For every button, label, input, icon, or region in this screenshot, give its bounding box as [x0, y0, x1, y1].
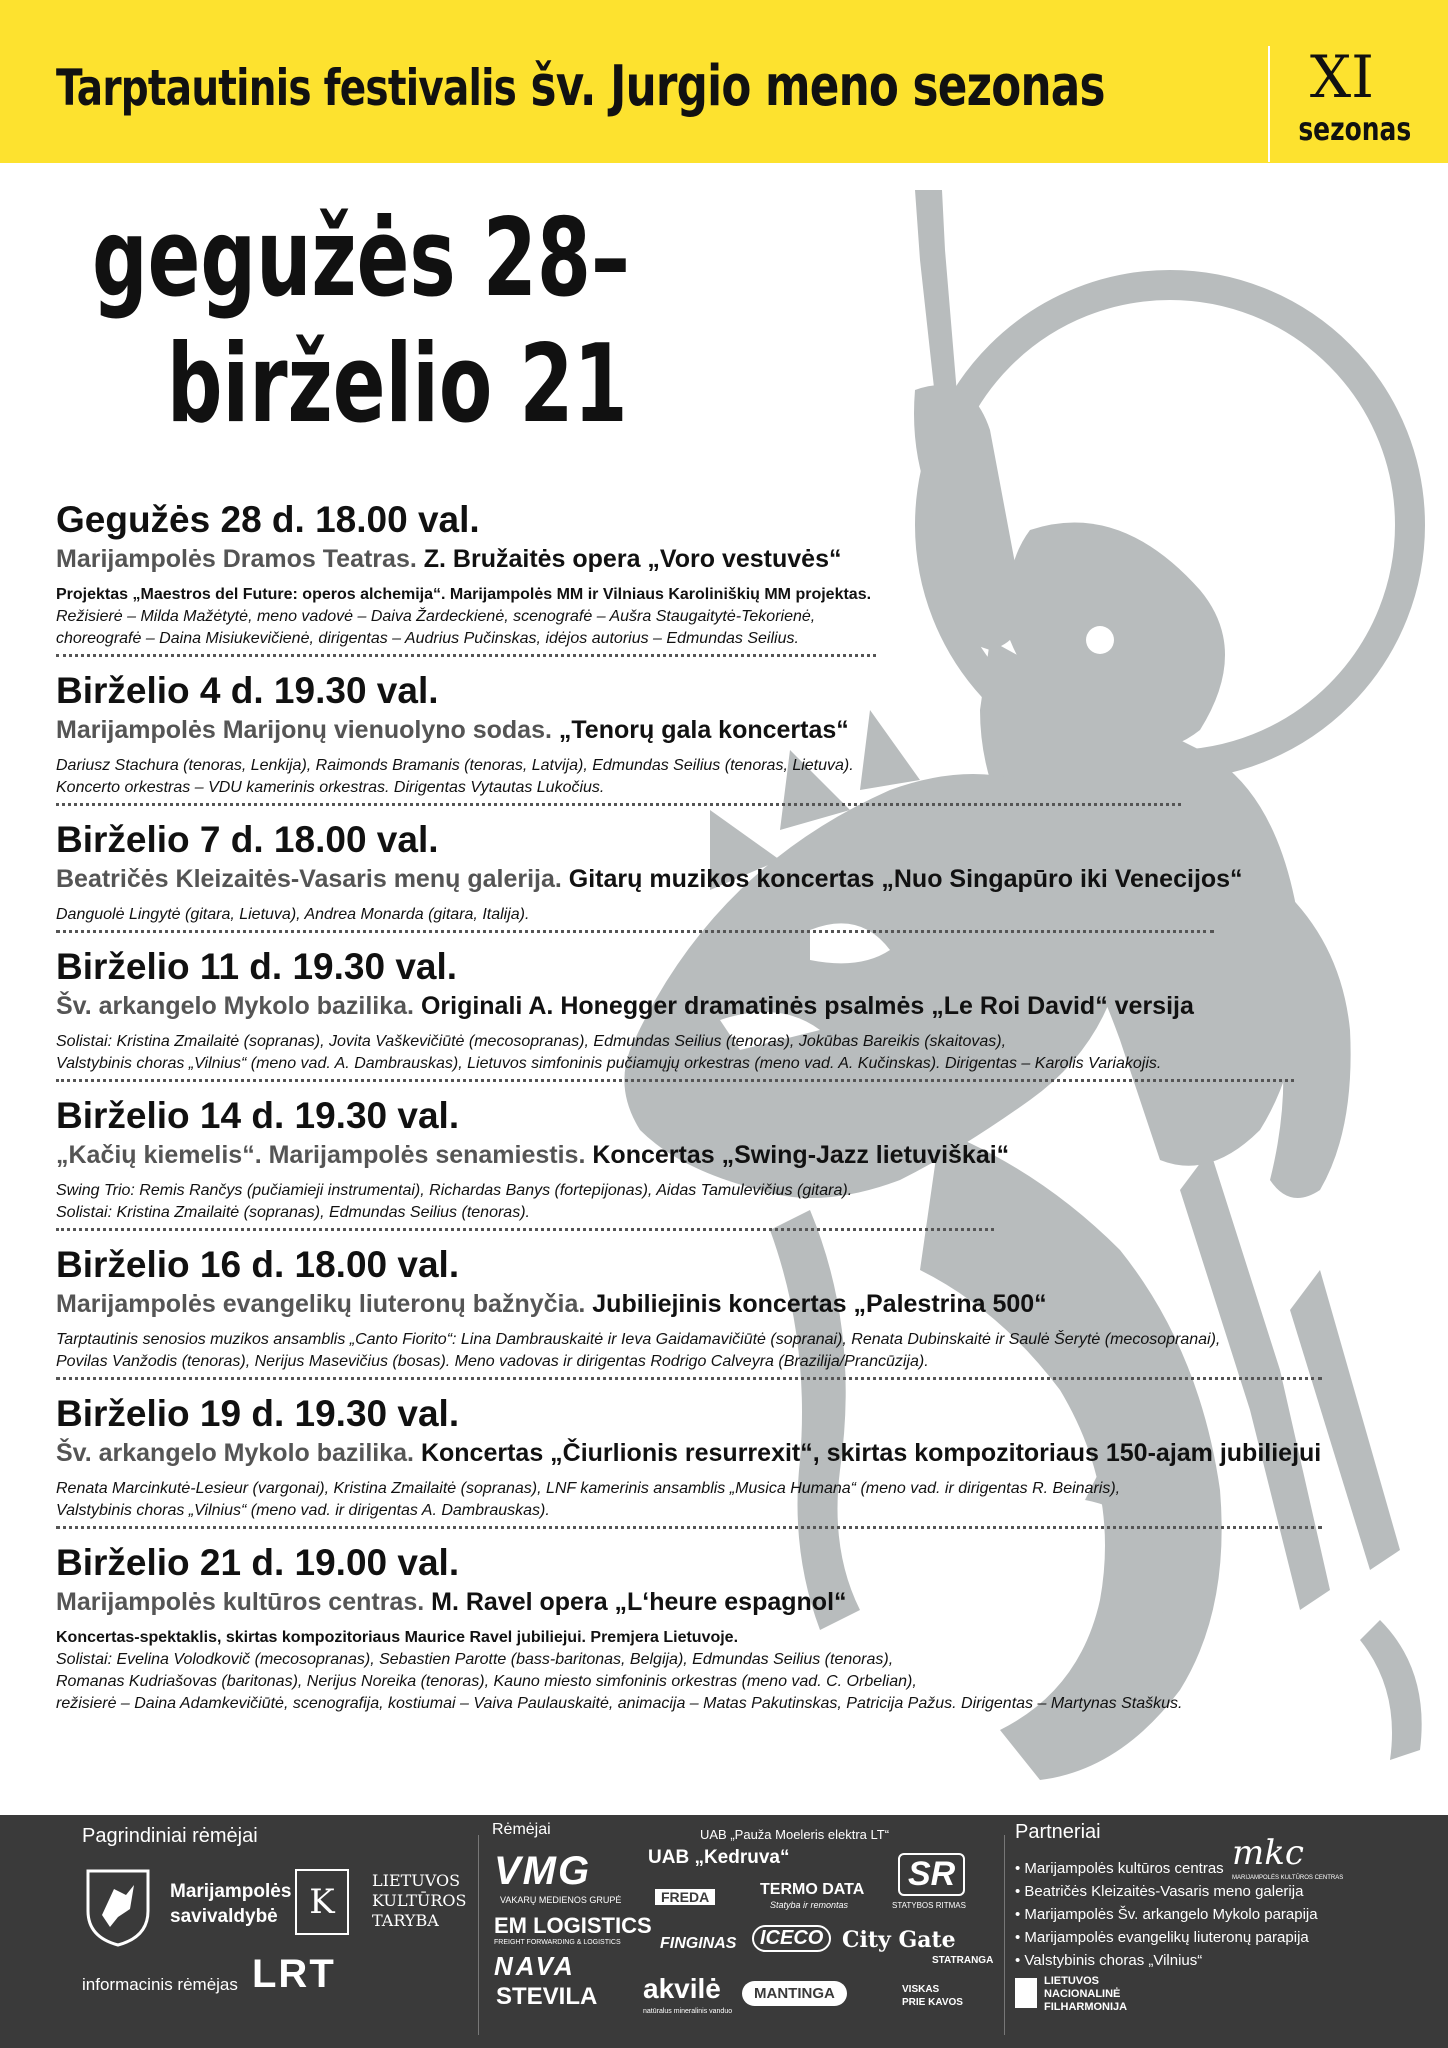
event-date: Birželio 19 d. 19.30 val. — [56, 1393, 460, 1434]
council-logo-text: LIETUVOS KULTŪROS TARYBA — [372, 1871, 467, 1930]
event-desc-line: Danguolė Lingytė (gitara, Lietuva), Andrea Monarda (gitara, Italija). — [56, 906, 530, 923]
event-item — [56, 945, 1396, 1082]
event-work: Jubiliejinis koncertas „Palestrina 500“ — [592, 1290, 1047, 1318]
kedruva-logo: UAB „Kedruva“ — [648, 1847, 790, 1868]
footer-divider — [478, 1835, 479, 2035]
event-venue: Šv. arkangelo Mykolo bazilika. — [56, 1439, 414, 1467]
municipality-crest-icon — [82, 1865, 154, 1949]
main-sponsors-label: Pagrindiniai rėmėjai — [82, 1825, 258, 1847]
event-desc-line: Tarptautinis senosios muzikos ansamblis „Canto Fiorito“: Lina Dambrauskaitė ir Ieva Gaidamavičiūtė (sopranai), Renata Dubinskaitė ir Saulė Šerytė (mecosopranai), — [56, 1331, 1221, 1348]
event-venue: Marijampolės Marijonų vienuolyno sodas. — [56, 716, 552, 744]
event-desc-line: Valstybinis choras „Vilnius“ (meno vad. ir dirigentas A. Dambrauskas). — [56, 1502, 550, 1519]
event-title — [56, 1138, 1396, 1172]
akvile-logo: akvilė — [643, 1973, 721, 2004]
festival-date-range — [92, 196, 630, 448]
date-range-start: gegužės 28– — [92, 196, 630, 321]
event-item — [56, 498, 1396, 657]
event-date: Gegužės 28 d. 18.00 val. — [56, 499, 480, 540]
event-work: Koncertas „Swing-Jazz lietuviškai“ — [592, 1141, 1010, 1169]
municipality-logo: Marijampolės savivaldybė — [170, 1881, 292, 1927]
event-item — [56, 669, 1396, 806]
event-date: Birželio 14 d. 19.30 val. — [56, 1095, 460, 1136]
event-desc-line: Solistai: Evelina Volodkovič (mecosopranas), Sebastien Parotte (bass-baritonas, Belgija), Edmundas Seilius (tenoras), — [56, 1651, 894, 1668]
event-title — [56, 713, 1396, 747]
season-divider — [1268, 46, 1270, 162]
event-separator — [56, 1228, 994, 1231]
event-desc-line: Režisierė – Milda Mažėtytė, meno vadovė – Daiva Žardeckienė, scenografė – Aušra Staugaitytė-Tekorienė, — [56, 608, 816, 625]
event-item — [56, 1243, 1396, 1380]
sponsors-label: Rėmėjai — [492, 1821, 551, 1838]
event-item — [56, 1094, 1396, 1231]
event-separator — [56, 930, 1214, 933]
event-date: Birželio 4 d. 19.30 val. — [56, 670, 439, 711]
season-label: sezonas — [1298, 110, 1412, 148]
event-separator — [56, 1526, 1322, 1529]
pauza-logo: UAB „Pauža Moeleris elektra LT“ — [700, 1827, 890, 1842]
event-title — [56, 542, 1396, 576]
event-desc-line: Romanas Kudriašovas (baritonas), Nerijus Noreika (tenoras), Kauno miesto simfoninis orkestras (meno vad. C. Orbelian), — [56, 1673, 917, 1690]
event-work: M. Ravel opera „L‘heure espagnol“ — [431, 1588, 847, 1616]
statranga-logo: STATRANGA — [932, 1955, 994, 1966]
partner-item: • Marijampolės kultūros centras — [1015, 1860, 1224, 1877]
lrt-logo: LRT — [252, 1952, 336, 1996]
event-description — [56, 755, 1396, 799]
event-separator — [56, 1377, 1322, 1380]
akvile-tagline: natūralus mineralinis vanduo — [643, 2008, 733, 2015]
festival-title-part1: Tarptautinis festivalis — [56, 59, 517, 117]
mkc-tagline: MARIJAMPOLĖS KULTŪROS CENTRAS — [1232, 1875, 1344, 1881]
finginas-logo: FINGINAS — [660, 1935, 737, 1952]
iceco-logo: ICECO — [752, 1925, 831, 1952]
event-description — [56, 1180, 1396, 1224]
season-number: XI — [1309, 43, 1375, 111]
event-desc-line: Dariusz Stachura (tenoras, Lenkija), Raimonds Bramanis (tenoras, Latvija), Edmundas Seilius (tenoras, Lietuva). — [56, 757, 854, 774]
event-desc-line: Koncerto orkestras – VDU kamerinis orkestras. Dirigentas Vytautas Lukočius. — [56, 779, 605, 796]
event-desc-line: Povilas Vanžodis (tenoras), Nerijus Masevičius (bosas). Meno vadovas ir dirigentas Rodrigo Calveyra (Brazilija/Prancūzija). — [56, 1353, 929, 1370]
event-title — [56, 989, 1396, 1023]
event-work: Gitarų muzikos koncertas „Nuo Singapūro iki Venecijos“ — [568, 865, 1243, 893]
lnf-logo-icon — [1015, 1978, 1037, 2008]
event-desc-line: choreografė – Daina Misiukevičienė, dirigentas – Audrius Pučinskas, idėjos autorius – Edmundas Seilius. — [56, 630, 799, 647]
event-description — [56, 1329, 1396, 1373]
event-date: Birželio 16 d. 18.00 val. — [56, 1244, 460, 1285]
event-venue: Beatričės Kleizaitės-Vasaris menų galerija. — [56, 865, 562, 893]
termodata-tagline: Statyba ir remontas — [770, 1900, 849, 1910]
partner-item: • Marijampolės Šv. arkangelo Mykolo parapija — [1015, 1906, 1318, 1923]
event-desc-line: Solistai: Kristina Zmailaitė (sopranas), Jovita Vaškevičiūtė (mecosopranas), Edmundas Seilius (tenoras), Jokūbas Bareikis (skaitovas), — [56, 1033, 1007, 1050]
event-separator — [56, 803, 1181, 806]
em-logistics-tagline: FREIGHT FORWARDING & LOGISTICS — [494, 1939, 621, 1946]
statybos-ritmas-tagline: STATYBOS RITMAS — [892, 1901, 966, 1910]
stevila-logo: STEVILA — [496, 1983, 598, 2010]
event-description — [56, 904, 1396, 926]
event-item — [56, 818, 1396, 933]
vmg-logo: VMG — [494, 1849, 592, 1893]
event-venue: Marijampolės Dramos Teatras. — [56, 545, 417, 573]
event-venue: Šv. arkangelo Mykolo bazilika. — [56, 992, 414, 1020]
termodata-logo: TERMO DATA — [760, 1881, 865, 1898]
event-separator — [56, 1079, 1294, 1082]
partner-item: • Marijampolės evangelikų liuteronų parapija — [1015, 1929, 1309, 1946]
event-description — [56, 1627, 1396, 1715]
event-venue: „Kačių kiemelis“. Marijampolės senamiestis. — [56, 1141, 586, 1169]
em-logistics-logo: EM LOGISTICS — [494, 1913, 652, 1938]
event-work: „Tenorų gala koncertas“ — [558, 716, 849, 744]
event-desc-line: Renata Marcinkutė-Lesieur (vargonai), Kristina Zmailaitė (sopranas), LNF kamerinis ansamblis „Musica Humana“ (meno vad. ir dirigentas R. Beinaris), — [56, 1480, 1121, 1497]
event-separator — [56, 654, 876, 657]
event-description — [56, 1478, 1396, 1522]
event-project: Koncertas-spektaklis, skirtas kompozitoriaus Maurice Ravel jubiliejui. Premjera Lietuvoje. — [56, 1629, 739, 1646]
event-title — [56, 1287, 1396, 1321]
event-item — [56, 1392, 1396, 1529]
sponsors-footer — [0, 1815, 1448, 2048]
mantinga-logo: MANTINGA — [742, 1981, 847, 2006]
event-date: Birželio 11 d. 19.30 val. — [56, 946, 458, 987]
event-description — [56, 1031, 1396, 1075]
viskas-prie-kavos-logo: VISKAS PRIE KAVOS — [902, 1984, 963, 2008]
partners-label: Partneriai — [1015, 1821, 1101, 1843]
partner-item: • Beatričės Kleizaitės-Vasaris meno galerija — [1015, 1883, 1304, 1900]
freda-logo: FREDA — [655, 1889, 715, 1905]
event-title — [56, 1436, 1396, 1470]
info-sponsor-label: informacinis rėmėjas — [82, 1975, 238, 1994]
event-desc-line: Valstybinis choras „Vilnius“ (meno vad. A. Dambrauskas), Lietuvos simfoninis pučiamųjų orkestras (meno vad. A. Kučinskas). Dirigentas – Karolis Variakojis. — [56, 1055, 1162, 1072]
event-project: Projektas „Maestros del Future: operos alchemija“. Marijampolės MM ir Vilniaus Karoliniškių MM projektas. — [56, 586, 872, 603]
header-banner — [0, 0, 1448, 163]
date-range-end: birželio 21 — [166, 322, 628, 447]
event-description — [56, 584, 1396, 650]
event-date: Birželio 21 d. 19.00 val. — [56, 1542, 460, 1583]
lnf-logo: LIETUVOS NACIONALINĖ FILHARMONIJA — [1044, 1975, 1128, 2013]
event-venue: Marijampolės kultūros centras. — [56, 1588, 425, 1616]
event-date: Birželio 7 d. 18.00 val. — [56, 819, 439, 860]
event-work: Z. Bružaitės opera „Voro vestuvės“ — [423, 545, 842, 573]
city-gate-logo: City Gate — [842, 1927, 956, 1953]
event-item — [56, 1541, 1396, 1715]
festival-title — [56, 54, 1105, 119]
event-title — [56, 1585, 1396, 1619]
event-work: Koncertas „Čiurlionis resurrexit“, skirtas kompozitoriaus 150-ajam jubiliejui — [420, 1439, 1322, 1467]
event-title — [56, 862, 1396, 896]
event-work: Originali A. Honegger dramatinės psalmės „Le Roi David“ versija — [420, 992, 1194, 1020]
mkc-logo: mkc — [1232, 1833, 1304, 1873]
partner-item: • Valstybinis choras „Vilnius“ — [1015, 1952, 1203, 1969]
event-desc-line: Solistai: Kristina Zmailaitė (sopranas), Edmundas Seilius (tenoras). — [56, 1204, 530, 1221]
council-logo-box: K — [295, 1869, 349, 1935]
footer-divider — [1004, 1835, 1005, 2035]
event-desc-line: Swing Trio: Remis Rančys (pučiamieji instrumentai), Richardas Banys (fortepijonas), Aidas Tamulevičius (gitara). — [56, 1182, 853, 1199]
event-venue: Marijampolės evangelikų liuteronų bažnyčia. — [56, 1290, 586, 1318]
nava-logo: NAVA — [494, 1951, 576, 1981]
festival-title-part2: šv. Jurgio meno sezonas — [530, 54, 1105, 119]
statybos-ritmas-logo: SR — [898, 1853, 965, 1896]
vmg-tagline: VAKARŲ MEDIENOS GRUPĖ — [500, 1895, 622, 1905]
event-list — [56, 498, 1396, 1715]
event-desc-line: režisierė – Daina Adamkevičiūtė, scenografija, kostiumai – Vaiva Paulauskaitė, animacija – Matas Pakutinskas, Patricija Pažus. Dirigentas – Martynas Staškus. — [56, 1695, 1183, 1712]
